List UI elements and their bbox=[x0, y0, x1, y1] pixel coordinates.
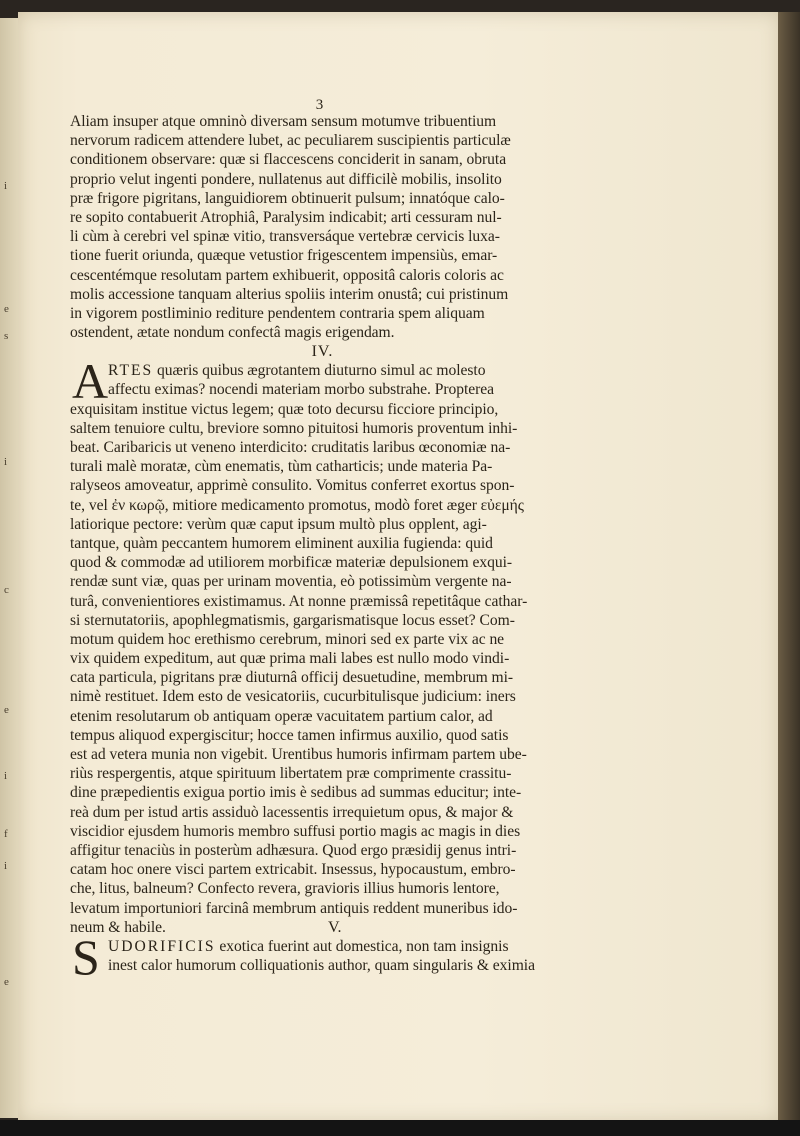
margin-mark: e bbox=[4, 704, 9, 716]
text-line: præ frigore pigritans, languidiorem obtinuerit pulsum; innatóque calo- bbox=[70, 189, 505, 207]
text-line: re sopito contabuerit Atrophiâ, Paralysim indicabit; arti cessuram nul- bbox=[70, 208, 502, 226]
text-line: levatum importuniori farcinâ membrum antiquis reddent muneribus ido- bbox=[70, 899, 518, 917]
margin-mark: s bbox=[4, 330, 9, 342]
text-line: rendæ sunt viæ, quas per urinam moventia, eò potissimùm vergente na- bbox=[70, 573, 512, 591]
text-line: Aliam insuper atque omninò diversam sensum motumve tribuentium bbox=[70, 113, 497, 130]
text-line: vix quidem expeditum, aut quæ prima mali labes est nullo modo vindi- bbox=[70, 650, 510, 668]
section-5-first-line bbox=[70, 937, 575, 956]
margin-mark: i bbox=[4, 860, 8, 872]
text-line: tantque, quàm peccantem humorem eliminent auxilia fugienda: quid bbox=[70, 534, 493, 552]
margin-mark: i bbox=[4, 770, 8, 782]
text-line: turali malè moratæ, cùm enematis, tùm catharticis; unde materia Pa- bbox=[70, 458, 493, 476]
lead-caps: UDORIFICIS bbox=[108, 937, 216, 955]
text-line: affectu eximas? nocendi materiam morbo substrahe. Propterea bbox=[108, 381, 495, 399]
section-5-text bbox=[70, 928, 575, 985]
scan-bottom-border bbox=[0, 1120, 800, 1136]
page-number: 3 bbox=[315, 97, 324, 113]
text-line: latiorique pectore: verùm quæ caput ipsum multò plus opplent, agi- bbox=[70, 515, 487, 533]
dropcap-s: S bbox=[72, 928, 100, 985]
section-4-text bbox=[70, 353, 575, 937]
text-line: reà dum per istud artis assiduò lacessentis irrequietum opus, & major & bbox=[70, 803, 514, 821]
text-line: catam hoc onere visci partem extricabit. Insessus, hypocaustum, embro- bbox=[70, 861, 516, 879]
text-line-last bbox=[70, 918, 575, 937]
margin-mark: e bbox=[4, 303, 9, 315]
text-line: si sternutatoriis, apophlegmatismis, gargarismatisque locus esset? Com- bbox=[70, 611, 515, 629]
previous-page-edge bbox=[0, 18, 20, 1118]
text-line: nimè restituet. Idem esto de vesicatoriis, cucurbitulisque judicium: iners bbox=[70, 688, 516, 706]
book-spine-edge bbox=[778, 12, 800, 1122]
text-line: conditionem observare: quæ si flaccescens conciderit in sanam, obruta bbox=[70, 151, 507, 169]
margin-mark: f bbox=[4, 828, 8, 840]
text-line: nervorum radicem attendere lubet, ac peculiarem suscipientis particulæ bbox=[70, 132, 511, 150]
margin-mark: i bbox=[4, 180, 8, 192]
first-line-rest: quæris quibus ægrotantem diuturno simul ac molesto bbox=[153, 362, 486, 380]
paragraph-1 bbox=[70, 112, 575, 342]
text-line: saltem tenuiore cultu, breviore somno pituitosi humoris proventum inhi- bbox=[70, 419, 518, 437]
lead-caps: RTES bbox=[108, 362, 154, 380]
text-line: est ad vetera munia non vigebit. Urentibus humoris infirmam partem ube- bbox=[70, 746, 527, 763]
text-line: ostendent, ætate nondum confectâ magis erigendam. bbox=[70, 324, 395, 342]
text-line: ralyseos amoveatur, apprimè consulito. Vomitus conferret exortus spon- bbox=[70, 477, 515, 495]
text-line: riùs respergentis, atque spirituum libertatem præ comprimente crassitu- bbox=[70, 765, 512, 783]
text-line: etenim resolutarum ob antiquam operæ vacuitatem partium calor, ad bbox=[70, 707, 493, 725]
text-line: che, litus, balneum? Confecto revera, gravioris illius humoris lentore, bbox=[70, 880, 500, 898]
section-4-first-line bbox=[70, 361, 575, 380]
text-line: affigitur tenaciùs in posterùm adhæsura. Quod ergo præsidij genus intri- bbox=[70, 841, 517, 859]
dropcap-a: A bbox=[72, 353, 109, 410]
text-line: te, vel ἐν κωρῷ, mitiore medicamento promotus, modò foret æger εὐεμής bbox=[70, 496, 524, 514]
margin-mark: e bbox=[4, 976, 9, 988]
text-line: dine præpedientis exigua portio imis è sedibus ad summas educitur; inte- bbox=[70, 784, 522, 802]
margin-mark: c bbox=[4, 584, 9, 596]
text-line: beat. Caribaricis ut veneno interdicito: cruditatis laribus œconomiæ na- bbox=[70, 439, 511, 456]
text-line: turâ, convenientiores existimamus. At nonne præmissâ repetitâque cathar- bbox=[70, 592, 528, 610]
text-line: in vigorem postliminio rediture pendentem contraria spem aliquam bbox=[70, 304, 485, 322]
last-line: neum & habile. bbox=[70, 918, 166, 936]
text-line: tione fuerit oriunda, quæque vetustior frigescentem impensiùs, emar- bbox=[70, 247, 498, 265]
text-line: inest calor humorum colliquationis author, quam singularis & eximia bbox=[108, 957, 535, 975]
text-line: li cùm à cerebri vel spinæ vitio, transversáque vertebræ cervicis luxa- bbox=[70, 228, 500, 246]
text-line: molis accessione tanquam alterius spoliis interim onustâ; cui pristinum bbox=[70, 285, 509, 303]
text-line: exquisitam institue victus legem; quæ toto decursu ficciore principio, bbox=[70, 400, 499, 418]
section-heading-4: IV. bbox=[311, 343, 334, 361]
text-line: proprio velut ingenti pondere, nullatenus aut difficilè mobilis, insolito bbox=[70, 170, 502, 188]
page-text bbox=[70, 97, 575, 985]
section-heading-5: V. bbox=[328, 918, 342, 936]
first-line-rest: exotica fuerint aut domestica, non tam insignis bbox=[215, 937, 509, 955]
text-line: cata particula, pigritans præ diuturnâ officij desuetudine, membrum mi- bbox=[70, 669, 514, 687]
text-line: cescentémque resolutam partem exhibuerit, oppositâ caloris coloris ac bbox=[70, 266, 504, 284]
text-line: quod & commodæ ad utiliorem morbificæ materiæ depulsionem exqui- bbox=[70, 554, 513, 572]
text-line: tempus aliquod expergiscitur; hocce tamen infirmus auxilio, quod satis bbox=[70, 726, 509, 744]
text-line: viscidior ejusdem humoris membro suffusi portio magis ac magis in dies bbox=[70, 822, 521, 840]
text-line: motum quidem hoc erethismo cerebrum, minori sed ex parte vix ac ne bbox=[70, 630, 505, 648]
margin-mark: i bbox=[4, 456, 8, 468]
